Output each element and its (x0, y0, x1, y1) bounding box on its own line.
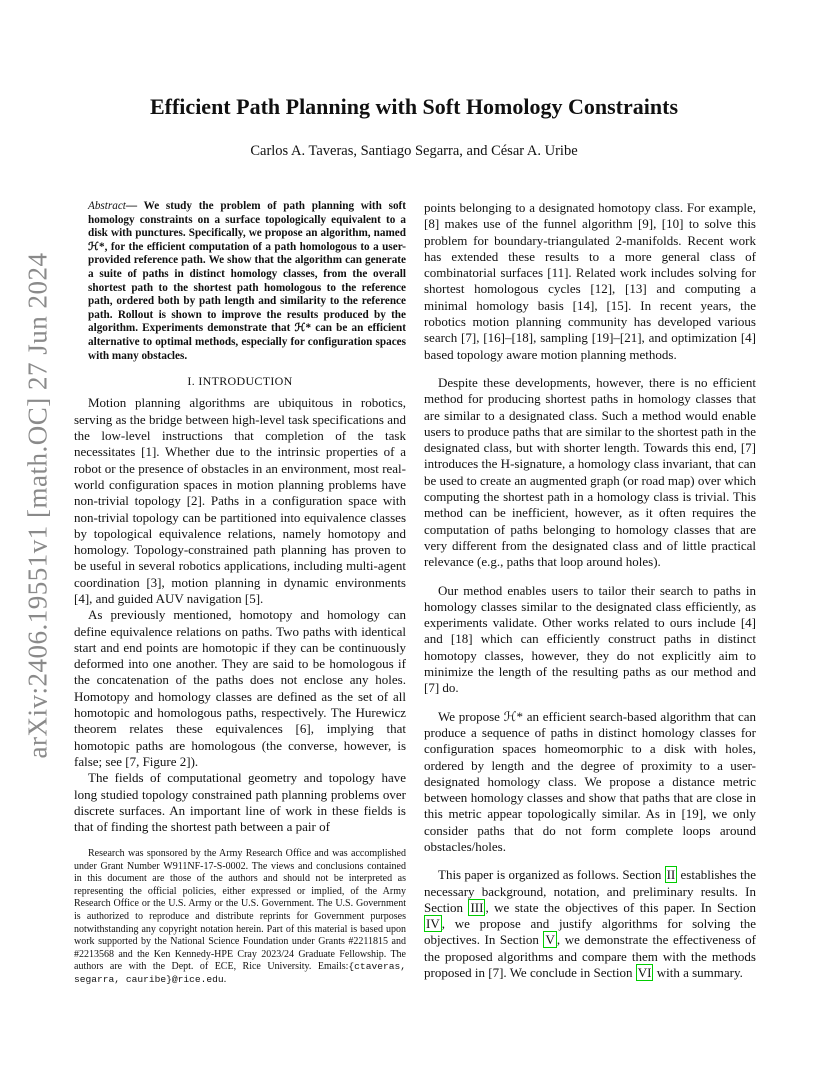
text-run: with a summary. (653, 965, 743, 981)
paper-authors: Carlos A. Taveras, Santiago Segarra, and César A. Uribe (250, 143, 578, 159)
left-column (74, 200, 406, 835)
abstract-lead: Abstract (88, 200, 126, 212)
paragraph-organization (424, 867, 756, 981)
paragraph: Our method enables users to tailor their search to paths in homology classes similar to the designated class efficiently, as experiments validate. Other works related to ours include [4] and [18] which can efficiently construct paths in distinct homotopy classes, however, they do not explicitly aim to minimize the length of the resulting paths as our method and [7] do. (424, 582, 756, 696)
text-run: , we propose and justify algorithms for solving the objectives. In Section (424, 916, 756, 948)
right-column (424, 200, 756, 993)
paragraph: Motion planning algorithms are ubiquitous in robotics, serving as the bridge between high-level task specifications and the low-level instructions that completion of the task necessitates [1]. Whether due to the intrinsic properties of a robot or the presence of obstacles in an environment, most real-world configuration spaces in motion planning problems have non-trivial topology [2]. Paths in a configuration space with non-trivial topology can be partitioned into equivalence classes by topological equivalence relations, namely homotopy and homology. Topology-constrained path planning has proven to be useful in several robotics applications, including multi-agent coordination [3], motion planning in dynamic environments [4], and guided AUV navigation [5]. (74, 395, 406, 606)
text-run: , we demonstrate the effectiveness of the proposed algorithms and compare them with the methods proposed in [7]. We conclude in Section (424, 932, 756, 981)
footnote-text: Research was sponsored by the Army Research Office and was accomplished under Grant Number W911NF-17-S-0002. The views and conclusions contained in this document are those of the authors and should not be interpreted as representing the official policies, either expressed or implied, of the Army Research Office or the U.S. Army or the U.S. Government. The U.S. Government is authorized to reproduce and distribute reprints for Government purposes notwithstanding any copyright notation herein. Part of this material is based upon work supported by the National Science Foundation under Grants #2211815 and #2213568 and the Ken Kennedy-HPE Cray 2023/24 Graduate Fellowship. The authors are with the Dept. of ECE, Rice University. Emails: (74, 848, 406, 973)
section-link-ii[interactable]: II (666, 867, 676, 883)
section-heading-introduction: I. INTRODUCTION (187, 374, 293, 389)
paragraph: We propose ℋ* an efficient search-based algorithm that can produce a sequence of paths in distinct homology classes for configuration spaces homeomorphic to a disk with holes, ordered by length and the degree of proximity to a user-designated homology class. We propose a distance metric between homology classes and show that paths that are close in this metric appear topologically similar. As in [19], we only consider paths that do not form complete loops around obstacles/holes. (424, 708, 756, 854)
text-run: , we state the objectives of this paper. In Section (485, 899, 757, 915)
arxiv-identifier-text: arXiv:2406.19551v1 [math.OC] 27 Jun 2024 (22, 252, 53, 758)
text-run: establishes the necessary background, notation, and preliminary results. In Section (424, 867, 756, 915)
section-link-vi[interactable]: VI (637, 965, 652, 981)
footnote-emails: {ctaveras, segarra, cauribe}@rice.edu (74, 961, 406, 985)
footnote (74, 848, 406, 987)
paragraph: points belonging to a designated homotopy class. For example, [8] makes use of the funnel algorithm [9], [10] to solve this problem for boundary-triangulated 2-manifolds. Recent work has extended these results to a more general class of combinatorial surfaces [11]. Related work includes solving for shortest homologous cycles [12], [13] and computing a minimal homology basis [14], [15]. In recent years, the robotics motion planning community has developed various search [7], [16]–[18], sampling [19]–[21], and optimization [4] based topology aware motion planning methods. (424, 200, 756, 362)
paragraph: The fields of computational geometry and topology have long studied topology constrained path planning problems over discrete surfaces. An important line of work in these fields is that of finding the shortest path between a pair of (74, 770, 406, 835)
paragraph: Despite these developments, however, there is no efficient method for producing shortest paths in homology classes that are similar to a designated class. Such a method would enable users to produce paths that are similar to the shortest path in the designated class, but with shorter length. Towards this end, [7] introduces the H-signature, a homology class invariant, that can be used to create an augmented graph (or road map) over which computing the shortest path in a homology class is trivial. This method can be inefficient, however, as it often requires the computation of paths belonging to homology classes that are very different from the designated class and of little practical relevance (e.g., paths that loop around holes). (424, 374, 756, 570)
abstract (74, 200, 406, 363)
abstract-text: — We study the problem of path planning with soft homology constraints on a surface topologically equivalent to a disk with punctures. Specifically, we propose an algorithm, named ℋ*, for the efficient computation of a path homologous to a user-provided reference path. We show that the algorithm can generate a suite of paths in distinct homology classes, from the overall shortest path to the shortest path homologous to the reference path, ordered both by path length and similarity to the reference path. Rollout is shown to improve the results produced by the algorithm. Experiments demonstrate that ℋ* can be an efficient alternative to optimal methods, especially for configuration spaces with many obstacles. (88, 200, 406, 362)
paper-title: Efficient Path Planning with Soft Homology Constraints (149, 94, 679, 119)
arxiv-identifier (20, 245, 56, 765)
section-link-iii[interactable]: III (470, 899, 484, 915)
text-run: This paper is organized as follows. Section (438, 867, 665, 883)
footnote-end: . (223, 973, 227, 985)
section-link-iv[interactable]: IV (426, 916, 440, 932)
section-link-v[interactable]: V (545, 932, 555, 948)
paragraph: As previously mentioned, homotopy and homology can define equivalence relations on paths. Two paths with identical start and end points are homotopic if they can be continuously deformed into one another. They are said to be homologous if the concatenation of the paths does not enclose any holes. Homotopy and homology classes are defined as the set of all homotopic and homologous paths, respectively. The Hurewicz theorem relates these equivalences [6], implying that homotopic paths are homologous (the converse, however, is false; see [7, Figure 2]). (74, 607, 406, 769)
